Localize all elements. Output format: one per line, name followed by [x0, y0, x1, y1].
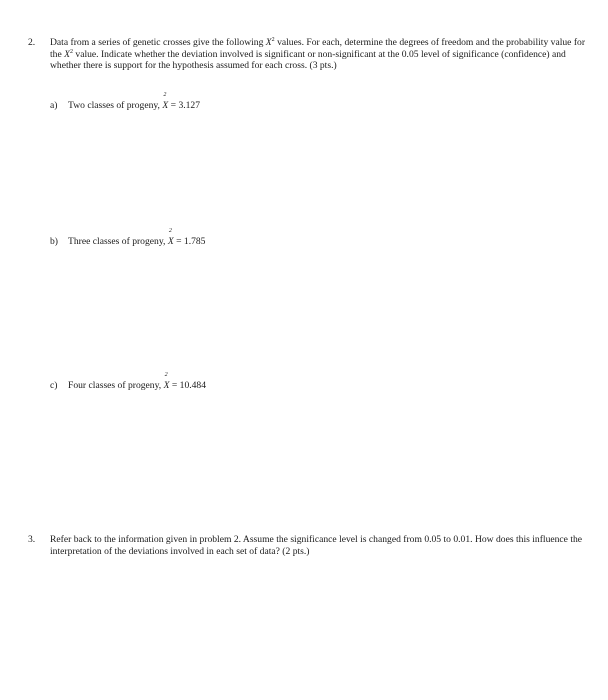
question-2 — [28, 37, 588, 72]
part-label: b) — [50, 236, 58, 247]
superscript-two: 2 — [164, 372, 168, 378]
question-3 — [28, 534, 588, 557]
superscript-two: 2 — [168, 228, 172, 234]
chi-square-symbol: 2 X — [162, 92, 169, 111]
part-text: Two classes of progeny, — [68, 100, 163, 111]
chi-square-value: = 10.484 — [169, 380, 207, 391]
superscript-two: 2 — [163, 92, 167, 98]
chi-square-symbol: X — [265, 37, 272, 48]
part-label: a) — [50, 100, 58, 111]
question-2-part-a — [50, 92, 201, 112]
part-label: c) — [50, 380, 58, 391]
question-3-text: Refer back to the information given in problem 2. Assume the significance level is changed from 0.05 to 0.01. How does this influence the interpretation of the deviations involved in each set of data? (2 pts.) — [50, 534, 583, 557]
question-number: 2. — [28, 37, 36, 48]
chi-square-symbol: X — [64, 48, 70, 60]
part-text: Four classes of progeny, — [68, 380, 164, 391]
superscript-two: 2 — [70, 48, 73, 55]
question-number: 3. — [28, 534, 36, 545]
chi-square-symbol: 2 X — [167, 228, 174, 247]
question-2-part-c — [50, 372, 207, 392]
chi-square-value: = 1.785 — [173, 236, 206, 247]
part-text: Three classes of progeny, — [68, 236, 168, 247]
chi-square-symbol: 2 X — [163, 372, 170, 391]
question-2-part-b — [50, 228, 206, 248]
superscript-two: 2 — [271, 37, 275, 43]
chi-square-value: = 3.127 — [168, 100, 201, 111]
question-2-text: Data from a series of genetic crosses give the following $X^2$ values. For each, determine the degrees of freedom and the probability value for the $X^2$ value. Indicate whether the deviation involved is significant or non-significant at the 0.05 level of significance (confidence) and whether there is support for the hypothesis assumed for each cross. (3 pts.) — [50, 37, 586, 72]
